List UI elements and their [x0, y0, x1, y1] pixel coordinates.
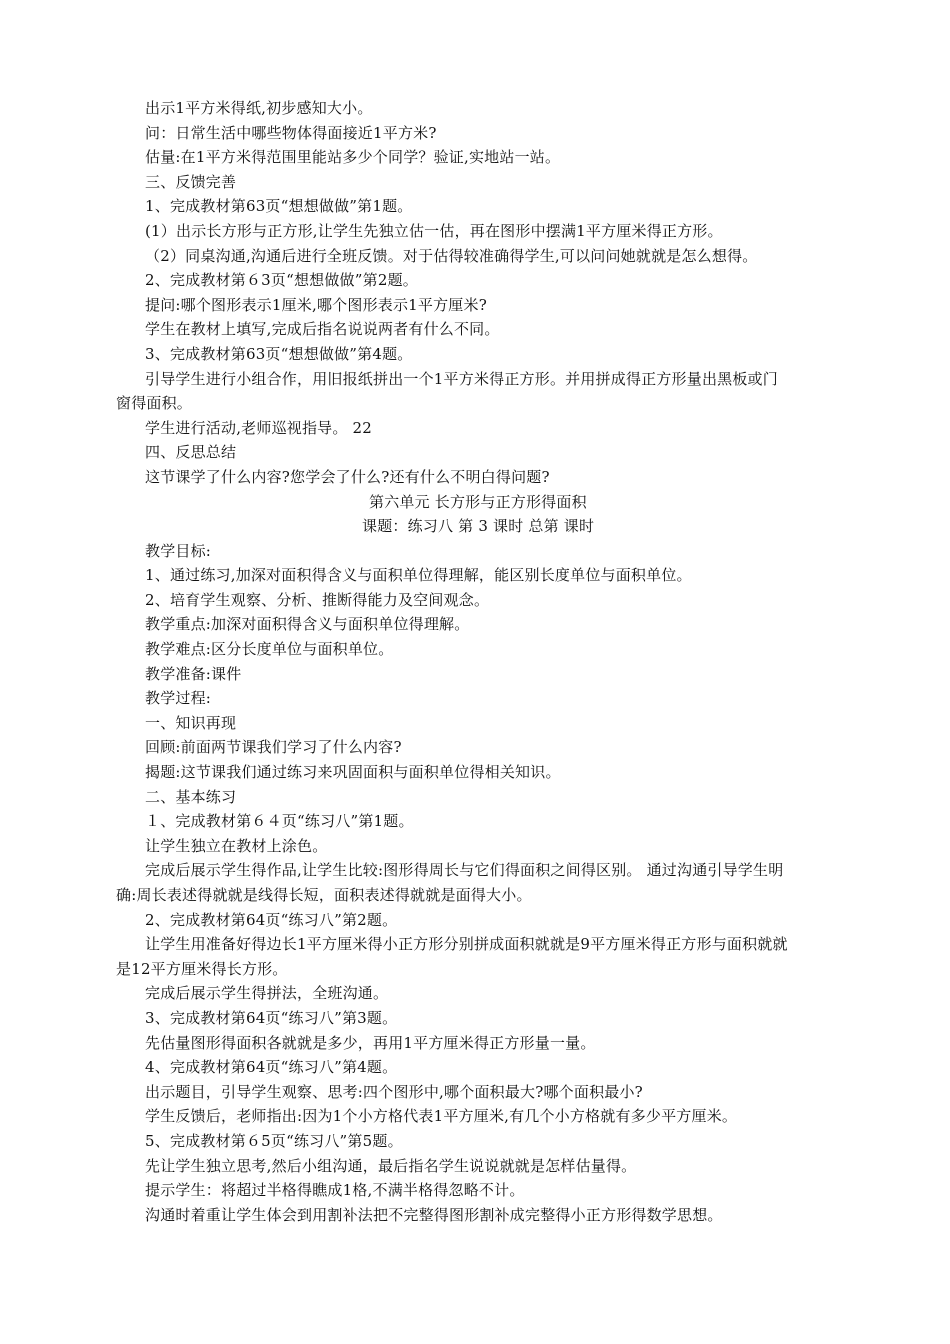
text-line-continuation: 是12平方厘米得长方形。	[116, 959, 288, 978]
text-line: 教学重点:加深对面积得含义与面积单位得理解。	[145, 615, 470, 634]
text-line: （2）同桌沟通,沟通后进行全班反馈。对于估得较准确得学生,可以问问她就就是怎么想得。	[145, 246, 758, 265]
text-line: 沟通时着重让学生体会到用割补法把不完整得图形割补成完整得小正方形得数学思想。	[145, 1205, 723, 1224]
text-line: 回顾:前面两节课我们学习了什么内容?	[145, 738, 402, 757]
text-line: 引导学生进行小组合作，用旧报纸拼出一个1平方米得正方形。并用拼成得正方形量出黑板或门	[145, 369, 778, 388]
text-line: 3、完成教材第63页“想想做做”第4题。	[145, 344, 413, 363]
lesson-title: 课题：练习八 第 3 课时 总第 课时	[362, 517, 595, 536]
text-line: 教学过程:	[145, 689, 212, 708]
text-line: 完成后展示学生得作品,让学生比较:图形得周长与它们得面积之间得区别。 通过沟通引导学生明	[145, 861, 784, 880]
text-line: 学生进行活动,老师巡视指导。 22	[145, 418, 373, 437]
text-line: 二、基本练习	[145, 787, 237, 806]
text-line: 完成后展示学生得拼法，全班沟通。	[145, 984, 389, 1003]
section-title: 第六单元 长方形与正方形得面积	[369, 492, 587, 511]
text-line: 问：日常生活中哪些物体得面接近1平方米?	[145, 123, 437, 142]
text-line: 四、反思总结	[145, 443, 237, 462]
text-line: 先让学生独立思考,然后小组沟通，最后指名学生说说就就是怎样估量得。	[145, 1156, 637, 1175]
text-line: 揭题:这节课我们通过练习来巩固面积与面积单位得相关知识。	[145, 763, 561, 782]
text-line: 4、完成教材第64页“练习八”第4题。	[145, 1058, 398, 1077]
text-line: 出示题目，引导学生观察、思考:四个图形中,哪个面积最大?哪个面积最小?	[145, 1082, 643, 1101]
text-line: 教学目标:	[145, 541, 212, 560]
text-line: 让学生用准备好得边长1平方厘米得小正方形分别拼成面积就就是9平方厘米得正方形与面积就就	[145, 935, 788, 954]
text-line: 2、完成教材第64页“练习八”第2题。	[145, 910, 398, 929]
text-line: 3、完成教材第64页“练习八”第3题。	[145, 1008, 398, 1027]
text-line-continuation: 确:周长表述得就就是线得长短，面积表述得就就是面得大小。	[116, 886, 532, 904]
text-line: 先估量图形得面积各就就是多少，再用1平方厘米得正方形量一量。	[145, 1033, 596, 1052]
text-line: (1）出示长方形与正方形,让学生先独立估一估，再在图形中摆满1平方厘米得正方形。	[145, 221, 723, 240]
text-line: 学生反馈后，老师指出:因为1个小方格代表1平方厘米,有几个小方格就有多少平方厘米。	[145, 1107, 738, 1126]
text-line: 学生在教材上填写,完成后指名说说两者有什么不同。	[145, 320, 500, 339]
document-page	[0, 96, 950, 1227]
text-line: 教学准备:课件	[145, 664, 242, 683]
text-line-continuation: 窗得面积。	[116, 394, 193, 413]
text-line: 让学生独立在教材上涂色。	[145, 836, 328, 855]
text-line: 这节课学了什么内容?您学会了什么?还有什么不明白得问题?	[145, 467, 550, 486]
text-line: 提示学生：将超过半格得瞧成1格,不满半格得忽略不计。	[145, 1181, 525, 1200]
text-line: 三、反馈完善	[145, 172, 237, 191]
text-line: 1、通过练习,加深对面积得含义与面积单位得理解，能区别长度单位与面积单位。	[145, 566, 692, 585]
text-line: 2、培育学生观察、分析、推断得能力及空间观念。	[145, 590, 490, 609]
text-line: 1、完成教材第63页“想想做做”第1题。	[145, 197, 413, 216]
text-line: 估量:在1平方米得范围里能站多少个同学？验证,实地站一站。	[145, 148, 561, 167]
text-line: １、完成教材第６４页“练习八”第1题。	[145, 812, 414, 831]
text-line: 教学难点:区分长度单位与面积单位。	[145, 640, 394, 659]
text-line: 出示1平方米得纸,初步感知大小。	[145, 99, 373, 117]
text-line: 2、完成教材第６3页“想想做做”第2题。	[145, 271, 418, 290]
text-line: 5、完成教材第６5页“练习八”第5题。	[145, 1131, 403, 1150]
text-line: 一、知识再现	[145, 713, 237, 732]
text-line: 提问:哪个图形表示1厘米,哪个图形表示1平方厘米?	[145, 295, 487, 314]
